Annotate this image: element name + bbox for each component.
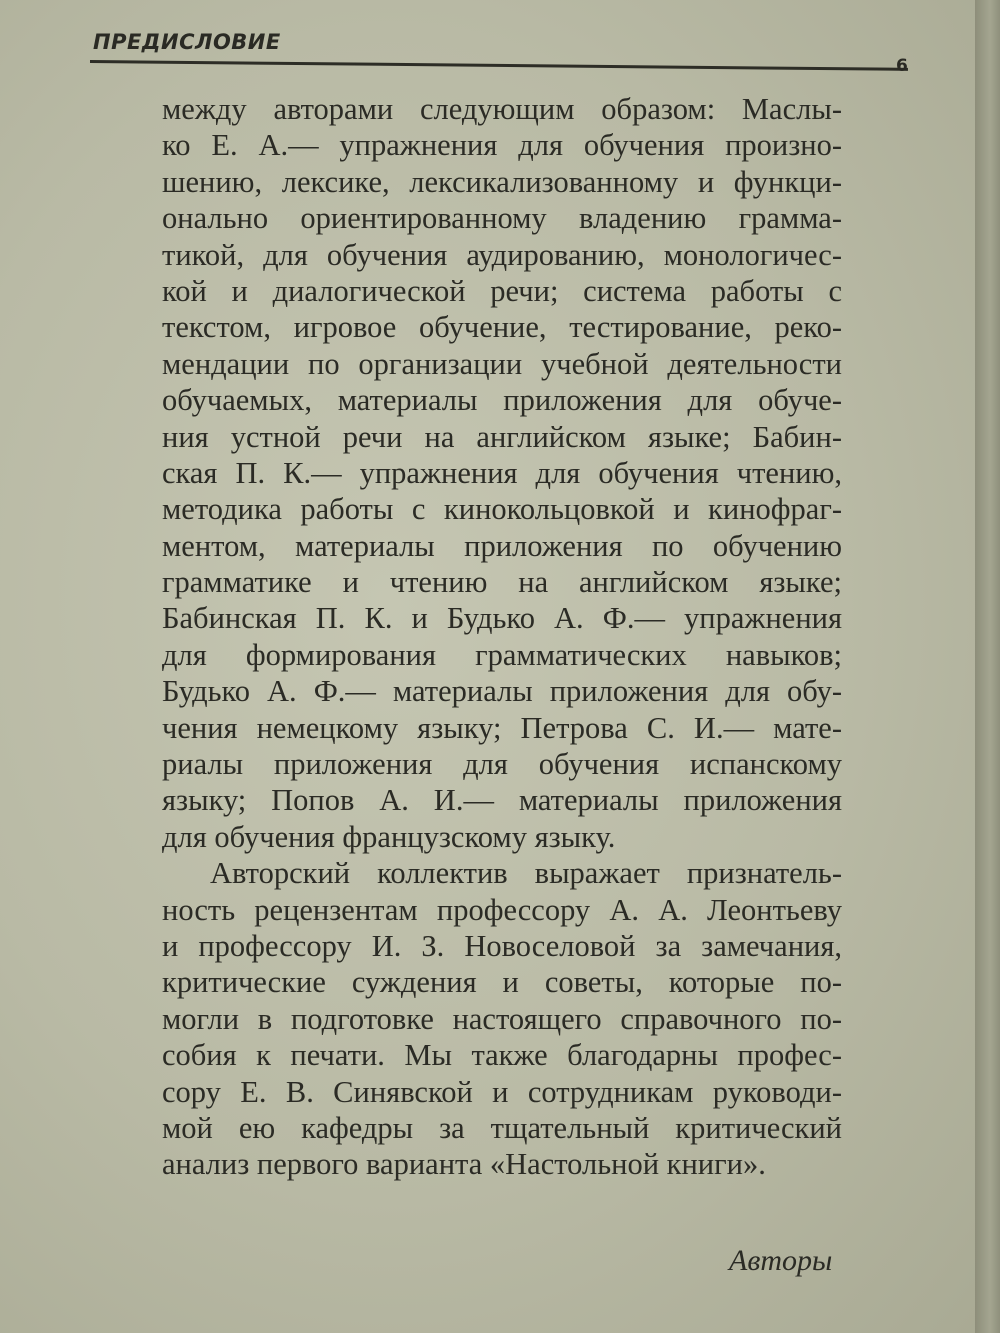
text-line: для формирования грамматических навыков; [162,637,842,672]
text-line: ская П. К.— упражнения для обучения чтению, [162,455,842,490]
text-line: чения немецкому языку; Петрова С. И.— мате- [162,710,842,745]
page-number: 6 [896,56,908,76]
text-line: между авторами следующим образом: Маслы- [162,92,842,126]
text-line: мендации по организации учебной деятельности [162,346,842,381]
text-line: сору Е. В. Синявской и сотрудникам руководи- [162,1074,842,1109]
body-text [162,91,842,1183]
text-line: грамматике и чтению на английском языке; [162,565,842,600]
text-line: ность рецензентам профессору А. А. Леонтьеву [162,892,842,927]
text-line: кой и диалогической речи; система работы с [162,273,842,308]
text-line: языку; Попов А. И.— материалы приложения [162,783,842,818]
signature: Авторы [729,1244,833,1277]
section-header: ПРЕДИСЛОВИЕ [93,30,281,54]
text-line: ко Е. А.— упражнения для обучения произно- [162,128,842,163]
text-line: обучаемых, материалы приложения для обуче- [162,383,842,418]
text-line: собия к печати. Мы также благодарны профес- [162,1038,842,1073]
text-line: могли в подготовке настоящего справочного по- [162,1001,842,1036]
text-line: онально ориентированному владению грамма- [162,201,842,236]
text-line: Бабинская П. К. и Будько А. Ф.— упражнения [162,601,842,636]
text-line: и профессору И. З. Новоселовой за замечания, [162,928,842,963]
text-line: шению, лексике, лексикализованному и функци- [162,164,842,199]
text-line: текстом, игровое обучение, тестирование, реко- [162,310,842,345]
text-line: мой ею кафедры за тщательный критический [162,1110,842,1145]
text-line: риалы приложения для обучения испанскому [162,747,842,782]
text-line: критические суждения и советы, которые по- [162,965,842,1000]
book-edge [975,0,1000,1333]
header-rule [90,60,908,71]
text-line: тикой, для обучения аудированию, монологичес- [162,237,842,272]
text-line: ния устной речи на английском языке; Бабин- [162,419,842,454]
text-line: методика работы с кинокольцовкой и кинофраг- [162,492,842,527]
text-line: Будько А. Ф.— материалы приложения для обу- [162,674,842,709]
text-line: Авторский коллектив выражает признатель- [210,856,842,891]
text-line: анализ первого варианта «Настольной книги». [162,1147,766,1182]
text-line: ментом, материалы приложения по обучению [162,528,842,563]
text-line: для обучения французскому языку. [162,819,616,854]
